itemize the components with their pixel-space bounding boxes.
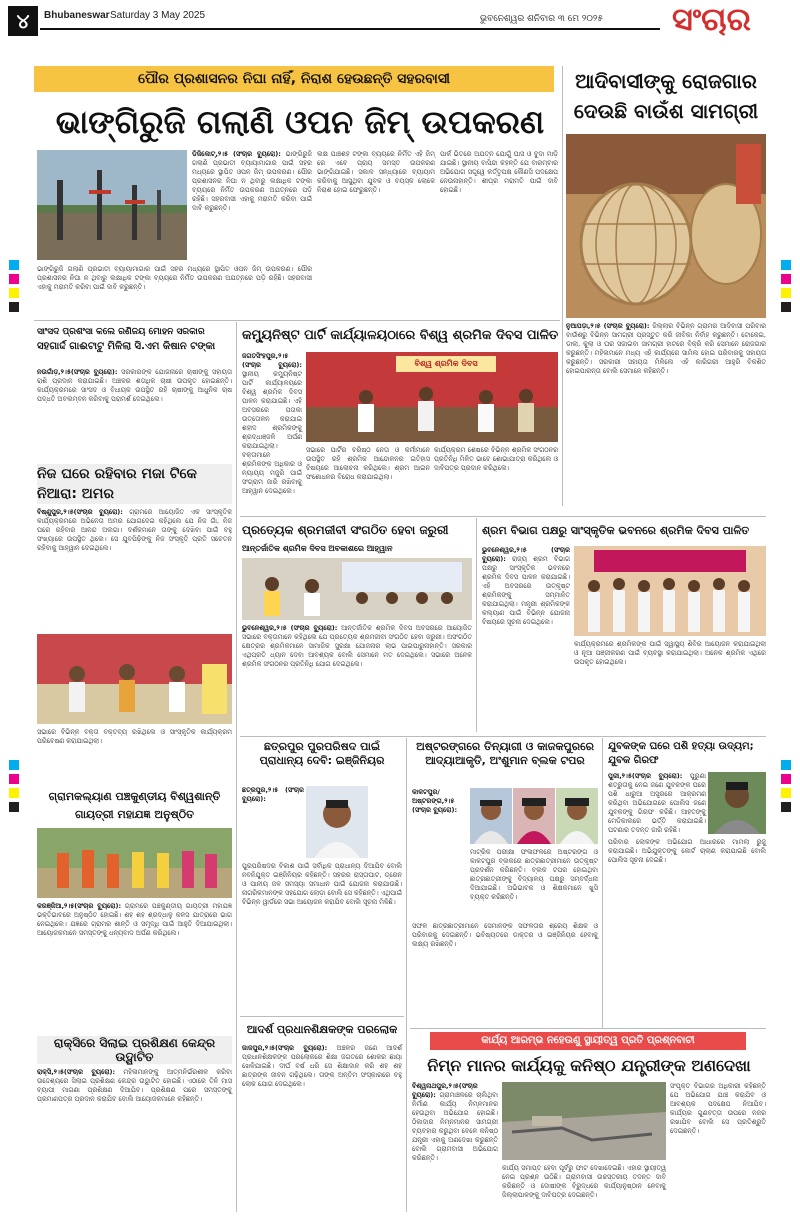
shrama-headline: ଶ୍ରମ ବିଭାଗ ପକ୍ଷରୁ ସାଂସ୍କୃତିକ ଭବନରେ ଶ୍ରମିକ ଦିବସ ପାଳିତ bbox=[482, 524, 750, 537]
yuvak-headline: ଯୁବକଙ୍କ ଘରେ ପଶି ହତ୍ୟା ଉଦ୍ୟମ; ଯୁବକ ଗିରଫ bbox=[608, 741, 754, 766]
nimna-kicker: କାର୍ଯ୍ୟ ଆରମ୍ଭ ନହେଉଣୁ ସ୍ଥାୟୀତ୍ୱ ପ୍ରତି ପ୍ରଶ୍ନବାଚୀ bbox=[430, 1032, 746, 1050]
communist-dateline: ଜଗତସିଂହପୁର,୨।୫ (ସଂଚାର ବ୍ୟୁରୋ): bbox=[242, 352, 302, 369]
nimna-body3: ସଂପୃକ୍ତ ବିଭାଗର ଅଧିକାରୀ କହିଛନ୍ତି ଯେ ଅଭିଯୋଗ ଯାଞ୍ଚ କରାଯିବ ଓ ଆବଶ୍ୟକ ପଦକ୍ଷେପ ନିଆଯିବ। କାର୍ଯ୍ୟର ଗୁଣବତ୍ତା ଉପରେ ନଜର ରଖାଯିବ ବୋଲି ସେ ପ୍ରତିଶ୍ରୁତି ଦେଇଛନ୍ତି। bbox=[670, 1082, 766, 1135]
gayatri-headline: ଗ୍ରାମକଲ୍ୟାଣ ପଞ୍ଚକୁଣ୍ଡୀୟ ବିଶ୍ୱଶାନ୍ତି ଗାୟତ୍ରୀ ମହାଯଜ୍ଞ ଅନୁଷ୍ଠିତ bbox=[48, 790, 221, 821]
nija-text bbox=[37, 508, 232, 630]
shaheed-kicker: ସାଂସଦ ପ୍ରଶଂସା କଲେ ରଣିଜୟ ମୋହନ ସରକାର bbox=[37, 327, 205, 337]
adivasi-dateline: ନୁଆପଡ଼ା,୨।୫ (ସଂଚାର ବ୍ୟୁରୋ): bbox=[566, 322, 650, 330]
lead-col3: ପାର୍କ ଭିତରେ ଅଯତ୍ନ ଯୋଗୁଁ ଘାସ ଓ ବୁଦା ମାଡ଼ି ଯାଇଛି। ସ୍ଥାନୀୟ ବାସିନ୍ଦା କହନ୍ତି ଯେ ବାରମ୍ବାର ଅଭିଯୋଗ ସତ୍ତ୍ୱେ କର୍ତ୍ତୃପକ୍ଷ କୌଣସି ପଦକ୍ଷେପ ନେଉନାହାନ୍ତି। ଶୀଘ୍ର ମରାମତି ପାଇଁ ଦାବି ହୋଇଛି। bbox=[440, 150, 558, 194]
lead-dateline: ଡିଜିକୋଟ୍‌,୨।୫ (ସଂଚାର ବ୍ୟୁରୋ): bbox=[192, 150, 281, 158]
adarsha-text bbox=[242, 1044, 402, 1204]
nimna-dateline: ବିଶ୍ୱନାଥପୁର,୨।୫(ସଂଚାର ବ୍ୟୁରୋ): bbox=[412, 1082, 478, 1099]
right-margin-registration bbox=[774, 60, 798, 1220]
gayatri-dateline: କରଞ୍ଜିଆ,୨।୫(ସଂଚାର ବ୍ୟୁରୋ): bbox=[37, 902, 122, 910]
bamboo-baskets-photo bbox=[566, 134, 766, 318]
shrama-dateline: ଭୁବନେଶ୍ୱର,୨।୫ (ସଂଚାର ବ୍ୟୁରୋ): bbox=[482, 546, 570, 563]
rakhi-body: ମହିଳାମାନଙ୍କୁ ଆତ୍ମନିର୍ଭରଶୀଳ କରିବା ଉଦ୍ଦେଶ୍ୟରେ ସିଲାଇ ପ୍ରଶିକ୍ଷଣ କେନ୍ଦ୍ର ଉଦ୍ଘାଟିତ ହୋଇଛି। ଏଠାରେ ତିନି ମାସ ବ୍ୟାପୀ ମାଗଣା ପ୍ରଶିକ୍ଷଣ ଦିଆଯିବ। ପ୍ରଶିକ୍ଷଣ ପରେ ସମସ୍ତଙ୍କୁ ପ୍ରମାଣପତ୍ର ପ୍ରଦାନ କରାଯିବ ବୋଲି ଆୟୋଜକମାନେ କହିଛନ୍ତି। bbox=[37, 1068, 233, 1103]
lead-kicker: ପୌର ପ୍ରଶାସନର ନିଘା ନାହିଁ, ନିରାଶ ହେଉଛନ୍ତି ସହରବାସୀ bbox=[34, 66, 554, 92]
chhatra-headline: ଛତ୍ରପୁର ପୁରପରିଷଦ ପାଇଁ ପ୍ରାଧାନ୍ୟ ଦେବି: ଇଞ୍ଜିନିୟର bbox=[259, 740, 385, 767]
pratyek-headline: ପ୍ରତ୍ୟେକ ଶ୍ରମଜୀବୀ ସଂଗଠିତ ହେବା ଜରୁରୀ bbox=[242, 523, 449, 537]
ashtaranga-text bbox=[412, 788, 468, 918]
adarsha-headline: ଆଦର୍ଶ ପ୍ରଧାନଶିକ୍ଷକଙ୍କ ପରଲୋକ bbox=[246, 1023, 398, 1036]
lead-col2: ଲକ୍ଷ ପାଞ୍ଚଶହ ଟଙ୍କା ବ୍ୟୟରେ ନିର୍ମିତ ଏହି ଜିମ୍ ରେ ଏବେ ପ୍ରାୟ ସମସ୍ତ ଉପକରଣ ଭାଙ୍ଗିଯାଇଛି। ସକାଳ ସନ୍ଧ୍ୟାରେ ବ୍ୟାୟାମ କରିବାକୁ ଆସୁଥିବା ଯୁବକ ଓ ବୟସ୍କ ଲୋକେ ନିରାଶ ହୋଇ ଫେରୁଛନ୍ତି। bbox=[317, 150, 435, 194]
yuvak-body: ପୁରୁଣା ଶତ୍ରୁତାକୁ ନେଇ ଜଣେ ଯୁବକଙ୍କ ଘରେ ପଶି ଧାରୁଆ ଅସ୍ତ୍ରରେ ଆକ୍ରମଣ କରିଥିବା ଅଭିଯୋଗରେ ପୋଲିସ ଜଣେ ଯୁବକଙ୍କୁ ଗିରଫ କରିଛି। ଆହତଙ୍କୁ ମେଡିକାଲରେ ଭର୍ତ୍ତି କରାଯାଇଛି। ଘଟଣାର ତଦନ୍ତ ଜାରି ରହିଛି। bbox=[608, 772, 706, 834]
open-gym-photo bbox=[37, 150, 187, 260]
shaheed-body: ସରକାରଙ୍କ ଯୋଜନାରେ ଚାଷୀଙ୍କୁ ସହାୟତା ରାଶି ପ୍ରଦାନ କରାଯାଇଛି। ଅଞ୍ଚଳର ଶତାଧିକ ଚାଷୀ ଉପକୃତ ହୋଇଛନ୍ତି। କାର୍ଯ୍ୟକ୍ରମରେ ସାଂସଦ ଓ ବିଧାୟକ ଉପସ୍ଥିତ ରହି ଚାଷୀଙ୍କୁ ଆଧୁନିକ ଚାଷ ପଦ୍ଧତି ଅବଲମ୍ବନ କରିବାକୁ ପରାମର୍ଶ ଦେଇଥିଲେ। bbox=[37, 368, 232, 403]
rakhi-headline: ରାକ୍ସିରେ ସିଲାଇ ପ୍ରଶିକ୍ଷଣ କେନ୍ଦ୍ର ଉଦ୍ଘାଟିତ bbox=[37, 1036, 232, 1064]
date-label: Saturday 3 May 2025 bbox=[110, 10, 206, 21]
yuvak-body2: ପରିବାର ଲୋକଙ୍କ ଅଭିଯୋଗ ଆଧାରରେ ମାମଲା ରୁଜୁ କରାଯାଇଛି। ଅଭିଯୁକ୍ତଙ୍କୁ କୋର୍ଟ ଚାଲାଣ କରାଯାଇଛି ବୋଲି ପୋଲିସ ସୂଚନା ଦେଇଛି। bbox=[608, 838, 766, 864]
rakhi-dateline: ରାକ୍ସି,୨।୫(ସଂଚାର ବ୍ୟୁରୋ): bbox=[37, 1068, 116, 1076]
nija-body: ଗ୍ରାମରେ ଆୟୋଜିତ ଏକ ସାଂସ୍କୃତିକ କାର୍ଯ୍ୟକ୍ରମରେ ଅଭିନେତା ଅମର ଯୋଗଦେଇ କହିଥିଲେ ଯେ ନିଜ ଗାଁ, ନିଜ ଘରେ ରହିବାର ଆନନ୍ଦ ଅଲଗା। ଦର୍ଶକମାନେ ତାଙ୍କୁ ଦେଖିବା ପାଇଁ ବହୁ ସଂଖ୍ୟାରେ ଉପସ୍ଥିତ ଥିଲେ। ସେ ଯୁବପିଢ଼ିଙ୍କୁ ନିଜ ସଂସ୍କୃତି ପ୍ରତି ସଚେତନ ରହିବାକୁ ଆହ୍ୱାନ ଦେଇଥିଲେ। bbox=[37, 508, 232, 552]
yuvak-dateline: ପୁରୀ,୨।୫(ସଂଚାର ବ୍ୟୁରୋ): bbox=[608, 772, 683, 780]
communist-body: ସ୍ଥାନୀୟ କମ୍ୟୁନିଷ୍ଟ ପାର୍ଟି କାର୍ଯ୍ୟାଳୟରେ ବିଶ୍ୱ ଶ୍ରମିକ ଦିବସ ପାଳନ କରାଯାଇଛି। ଏହି ଅବସରରେ ପତାକା ଉତ୍ତୋଳନ କରାଯାଇ ଶହୀଦ ଶ୍ରମିକଙ୍କୁ ଶ୍ରଦ୍ଧାଞ୍ଜଳି ଅର୍ପଣ କରାଯାଇଥିଲା। ବକ୍ତାମାନେ ଶ୍ରମିକଙ୍କ ଅଧିକାର ଓ ନ୍ୟାୟ୍ୟ ମଜୁରି ପାଇଁ ସଂଗ୍ରାମ ଜାରି ରଖିବାକୁ ଆହ୍ୱାନ ଦେଇଥିଲେ। bbox=[242, 370, 302, 495]
ashtaranga-headline: ଅଷ୍ଟରଙ୍ଗରେ ତିନ୍ୟାଗୀ ଓ କାଜକପୁରରେ ଆଦ୍ୟାଆକୃତି, ଅଂଶୁମାନ ବ୍ଲକ ଟପର bbox=[416, 740, 594, 767]
engineer-portrait bbox=[306, 786, 368, 858]
communist-text2: ସଭାରେ ପାର୍ଟିର ବରିଷ୍ଠ ନେତା ଓ କର୍ମୀମାନେ ଉପସ୍ଥିତ ରହି ଶ୍ରମିକ ଆନ୍ଦୋଳନର ଇତିହାସ ବିଷୟରେ ଆଲୋଚନା କରିଥିଲେ। ଶ୍ରମ ଆଇନ ସଂଶୋଧନର ବିରୋଧ କରାଯାଇଥିଲା। bbox=[306, 446, 430, 481]
nija-dateline: ବିଷ୍ଣୁପୁର,୨।୫(ସଂଚାର ବ୍ୟୁରୋ): bbox=[37, 508, 123, 516]
nimna-text bbox=[412, 1082, 498, 1206]
lead-headline: ଭାଙ୍ଗିରୁଜି ଗଲାଣି ଓପନ ଜିମ୍ ଉପକରଣ bbox=[55, 103, 545, 141]
ashtaranga-dateline: କାକଟପୁର/ଅଷ୍ଟରଙ୍ଗ,୨।୫ (ସଂଚାର ବ୍ୟୁରୋ): bbox=[412, 788, 458, 814]
nimna-body: ଗ୍ରାମାଞ୍ଚଳରେ ଚାଲିଥିବା ନିର୍ମାଣ କାର୍ଯ୍ୟ ନିମ୍ନମାନର ହେଉଥିବା ଅଭିଯୋଗ ହୋଇଛି। ଠିକାଦାର ନିମ୍ନମାନର ସାମଗ୍ରୀ ବ୍ୟବହାର କରୁଥିବା ବେଳେ କନିଷ୍ଠ ଯନ୍ତ୍ରୀ ଏହାକୁ ଅଣଦେଖା କରୁଛନ୍ତି ବୋଲି ଗ୍ରାମବାସୀ ଅଭିଯୋଗ କରିଛନ୍ତି। bbox=[412, 1091, 498, 1162]
shaheed-headline: ସହଗାର୍ଦ୍ଦ ଗାଈଟାଟୁ ମିଳିଲା ସି.ଏମ କିଷାନ ଟଙ୍କା bbox=[37, 341, 216, 352]
nija-headline: ନିଜ ଘରେ ରହିବାର ମଜା ଟିକେ ନିଆରା: ଅମର bbox=[37, 464, 232, 504]
nimna-body2: କାର୍ଯ୍ୟ ସମାପ୍ତ ହେବା ପୂର୍ବରୁ ଫାଟ ଦେଖାଦେଇଛି। ଏହାର ସ୍ଥାୟୀତ୍ୱ ନେଇ ପ୍ରଶ୍ନ ଉଠିଛି। ଗ୍ରାମବାସୀ ଉଚ୍ଚସ୍ତରୀୟ ତଦନ୍ତ ଦାବି କରିଛନ୍ତି ଓ ଦୋଷୀଙ୍କ ବିରୁଦ୍ଧରେ କାର୍ଯ୍ୟାନୁଷ୍ଠାନ ନେବାକୁ ଜିଲ୍ଲାପାଳଙ୍କୁ ଦାବିପତ୍ର ଦେଇଛନ୍ତି। bbox=[502, 1164, 666, 1199]
pratyek-kicker: ଆନ୍ତର୍ଜାତିକ ଶ୍ରମିକ ଦିବସ ଅବକାଶରେ ଆହ୍ୱାନ bbox=[242, 544, 393, 553]
pratyek-photo bbox=[242, 558, 472, 620]
gayatri-body: ଗ୍ରାମରେ ପଞ୍ଚକୁଣ୍ଡୀୟ ଗାୟତ୍ରୀ ମହାଯଜ୍ଞ ଭକ୍ତିଭାବରେ ଅନୁଷ୍ଠିତ ହୋଇଛି। ଶହ ଶହ ଶ୍ରଦ୍ଧାଳୁ କଳସ ଯାତ୍ରାରେ ଭାଗ ନେଇଥିଲେ। ଯଜ୍ଞରେ ଗ୍ରାମର ଶାନ୍ତି ଓ ସମୃଦ୍ଧି ପାଇଁ ଆହୁତି ଦିଆଯାଇଥିଲା। ଆୟୋଜକମାନେ ସମସ୍ତଙ୍କୁ ଧନ୍ୟବାଦ ଅର୍ପଣ କରିଥିଲେ। bbox=[37, 902, 232, 937]
adarsha-body: ଅଞ୍ଚଳର ଜଣେ ଆଦର୍ଶ ପ୍ରଧାନଶିକ୍ଷକଙ୍କ ପରଲୋକରେ ଶିକ୍ଷା ଜଗତରେ ଶୋକର ଛାୟା ଖେଳିଯାଇଛି। ଦୀର୍ଘ ବର୍ଷ ଧରି ସେ ଶିକ୍ଷାଦାନ କରି ଶହ ଶହ ଛାତ୍ରଙ୍କ ଜୀବନ ଗଢ଼ିଥିଲେ। ତାଙ୍କ ଅନ୍ତିମ ସଂସ୍କାରରେ ବହୁ ଲୋକ ଯୋଗ ଦେଇଥିଲେ। bbox=[242, 1044, 402, 1088]
nimna-headline: ନିମ୍ନ ମାନର କାର୍ଯ୍ୟକୁ କନିଷ୍ଠ ଯନ୍ତ୍ରୀଙ୍କ ଅଣଦେଖା bbox=[427, 1056, 751, 1075]
construction-photo bbox=[502, 1082, 666, 1160]
topper-photos bbox=[470, 788, 598, 844]
yuvak-text bbox=[608, 772, 706, 834]
shaheed-dateline: ନଉଗାଁଡ଼,୨।୫(ସଂଚାର ବ୍ୟୁରୋ): bbox=[37, 368, 118, 376]
gayatri-text bbox=[37, 902, 232, 1032]
ashtaranga-body: ମାଟ୍ରିକ ପରୀକ୍ଷା ଫଳାଫଳରେ ଅଷ୍ଟରଙ୍ଗ ଓ କାକଟପୁର ବ୍ଲକରେ ଛାତ୍ରଛାତ୍ରୀମାନେ ଉତ୍କୃଷ୍ଟ ପ୍ରଦର୍ଶନ କରିଛନ୍ତି। ବ୍ଲକ ଟପର ହୋଇଥିବା ଛାତ୍ରଛାତ୍ରୀଙ୍କୁ ବିଦ୍ୟାଳୟ ପକ୍ଷରୁ ସମ୍ବର୍ଦ୍ଧନା ଦିଆଯାଇଛି। ଅଭିଭାବକ ଓ ଶିକ୍ଷକମାନେ ଖୁସି ବ୍ୟକ୍ତ କରିଛନ୍ତି। bbox=[470, 848, 598, 901]
newspaper-logo: ସଂଚାର bbox=[672, 0, 751, 38]
lead-col1-text bbox=[192, 150, 312, 260]
lead-col1-cont: ଭାଙ୍ଗିରୁଜି ଗଲାଣି ପ୍ରଭାତୀ ବ୍ୟାୟାମାଗାର ପାଇଁ ସହର ମଧ୍ୟରେ ସ୍ଥାପିତ ଓପନ ଜିମ୍ ଉପକରଣ। ପୌର ପ୍ରଶାସନର ନିଘା ନ ଥିବାରୁ ଲକ୍ଷାଧିକ ଟଙ୍କା ବ୍ୟୟରେ ନିର୍ମିତ ଉପକରଣ ଅଯତ୍ନରେ ପଡ଼ି ରହିଛି। ସହରବାସୀ ଏହାକୁ ମରାମତି କରିବା ପାଇଁ ଦାବି କରୁଛନ୍ତି। bbox=[37, 265, 312, 291]
communist-text3: କାର୍ଯ୍ୟକ୍ରମ ଶେଷରେ ବିଭିନ୍ନ ଶ୍ରମିକ ସଂଗଠନର ପ୍ରତିନିଧି ମିଳିତ ଭାବେ ଶୋଭାଯାତ୍ରା କରିଥିଲେ ଓ ଦାବିପତ୍ର ପ୍ରଦାନ କରିଥିଲେ। bbox=[434, 446, 558, 472]
pratyek-body: ଆନ୍ତର୍ଜାତିକ ଶ୍ରମିକ ଦିବସ ଅବସରରେ ଆୟୋଜିତ ସଭାରେ ବକ୍ତାମାନେ କହିଥିଲେ ଯେ ପ୍ରତ୍ୟେକ ଶ୍ରମଜୀବୀ ସଂଗଠିତ ହେବା ଜରୁରୀ। ଅସଂଗଠିତ କ୍ଷେତ୍ରର ଶ୍ରମିକମାନେ ସାମାଜିକ ସୁରକ୍ଷା ଯୋଜନାର ଲାଭ ପାଇପାରୁନାହାନ୍ତି। ସରକାର ଏଥିପ୍ରତି ଧ୍ୟାନ ଦେବା ଆବଶ୍ୟକ ବୋଲି ସେମାନେ ମତ ଦେଇଥିଲେ। ସଭାରେ ଅନେକ ଶ୍ରମିକ ସଂଗଠନର ପ୍ରତିନିଧି ଯୋଗ ଦେଇଥିଲେ। bbox=[242, 624, 472, 668]
communist-headline: କମ୍ୟୁନିଷ୍ଟ ପାର୍ଟି କାର୍ଯ୍ୟାଳୟଠାରେ ବିଶ୍ୱ ଶ୍ରମିକ ଦିବସ ପାଳିତ bbox=[242, 328, 559, 343]
ashtaranga-body2: ସଫଳ ଛାତ୍ରଛାତ୍ରୀମାନେ ସେମାନଙ୍କ ସଫଳତାର ଶ୍ରେୟ ଶିକ୍ଷକ ଓ ପରିବାରକୁ ଦେଇଛନ୍ତି। ଭବିଷ୍ୟତରେ ଡାକ୍ତର ଓ ଇଞ୍ଜିନିୟର ହେବାକୁ ଲକ୍ଷ୍ୟ ରଖିଛନ୍ତି। bbox=[412, 922, 598, 948]
adivasi-text bbox=[566, 322, 766, 502]
communist-text bbox=[242, 352, 302, 512]
adivasi-headline: ଆଦିବାସୀଙ୍କୁ ରୋଜଗାର ଦେଉଛି ବାଉଁଶ ସାମଗ୍ରୀ bbox=[573, 69, 759, 123]
gayatri-yajna-photo bbox=[37, 828, 232, 898]
rakhi-text bbox=[37, 1068, 232, 1204]
adivasi-body: ଜିଲ୍ଲାର ବିଭିନ୍ନ ଗ୍ରାମର ଆଦିବାସୀ ପରିବାର ବାଉଁଶରୁ ବିଭିନ୍ନ ସାମଗ୍ରୀ ପ୍ରସ୍ତୁତ କରି ଜୀବିକା ନିର୍ବାହ କରୁଛନ୍ତି। ଟୋକେଇ, ଡାଲା, କୁଲା ଓ ଘର ସଜାଇବା ସାମଗ୍ରୀ ହାଟରେ ବିକ୍ରି କରି ସେମାନେ ରୋଜଗାର କରୁଛନ୍ତି। ମହିଳାମାନେ ମଧ୍ୟ ଏହି କାର୍ଯ୍ୟରେ ସାମିଲ ହୋଇ ପରିବାରକୁ ସହାୟତା କରୁଛନ୍ତି। ସରକାରୀ ସହାୟତା ମିଳିଲେ ଏହି କାରିଗରୀ ଆହୁରି ବିକଶିତ ହୋଇପାରନ୍ତା ବୋଲି ସେମାନେ କହିଛନ୍ତି। bbox=[566, 322, 766, 375]
shaheed-text bbox=[37, 368, 232, 458]
communist-banner: ବିଶ୍ୱ ଶ୍ରମିକ ଦିବସ bbox=[414, 359, 478, 368]
communist-meeting-photo bbox=[306, 352, 558, 442]
accused-photo bbox=[708, 772, 766, 834]
date-odia: ଭୁବନେଶ୍ୱର ଶନିବାର ୩ ମେ ୨୦୨୫ bbox=[480, 14, 604, 24]
nija-event-photo bbox=[37, 634, 232, 724]
city-label: Bhubaneswar bbox=[44, 10, 110, 21]
page-number: ୪ bbox=[8, 6, 38, 36]
pratyek-text bbox=[242, 624, 472, 728]
shrama-event-photo bbox=[574, 546, 766, 636]
chhatra-body: ପୁରପରିଷଦର ବିକାଶ ପାଇଁ ସର୍ବାଧିକ ପ୍ରାଧାନ୍ୟ ଦିଆଯିବ ବୋଲି ନବନିଯୁକ୍ତ ଇଞ୍ଜିନିୟର କହିଛନ୍ତି। ସହରର ରାସ୍ତାଘାଟ, ଡ୍ରେନ ଓ ପାନୀୟ ଜଳ ସମସ୍ୟା ସମାଧାନ ପାଇଁ ଯୋଜନା କରାଯାଉଛି। ନାଗରିକମାନଙ୍କ ସହଯୋଗ ଲୋଡ଼ା ବୋଲି ସେ କହିଛନ୍ତି। ଏଥିପାଇଁ ବିଭିନ୍ନ ୱାର୍ଡରେ ସଭା ଆୟୋଜନ କରାଯିବ ବୋଲି ସୂଚନା ମିଳିଛି। bbox=[242, 862, 402, 906]
left-margin-registration bbox=[2, 60, 26, 1220]
masthead bbox=[0, 0, 800, 60]
chhatra-dateline: ଛତ୍ରପୁର,୨।୫ (ସଂଚାର ବ୍ୟୁରୋ): bbox=[242, 786, 304, 803]
adarsha-dateline: ଜାଜପୁର,୨।୫(ସଂଚାର ବ୍ୟୁରୋ): bbox=[242, 1044, 328, 1052]
lead-col1-body: ଭାଙ୍ଗିରୁଜି ଗଲାଣି ପ୍ରଭାତୀ ବ୍ୟାୟାମାଗାର ପାଇଁ ସହର ମଧ୍ୟରେ ସ୍ଥାପିତ ଓପନ ଜିମ୍ ଉପକରଣ। ପୌର ପ୍ରଶାସନର ନିଘା ନ ଥିବାରୁ ଲକ୍ଷାଧିକ ଟଙ୍କା ବ୍ୟୟରେ ନିର୍ମିତ ଉପକରଣ ଅଯତ୍ନରେ ପଡ଼ି ରହିଛି। ସହରବାସୀ ଏହାକୁ ମରାମତି କରିବା ପାଇଁ ଦାବି କରୁଛନ୍ତି। bbox=[192, 150, 312, 212]
shrama-text2: କାର୍ଯ୍ୟକ୍ରମରେ ଶ୍ରମିକଙ୍କ ପାଇଁ ସ୍ୱାସ୍ଥ୍ୟ ଶିବିର ଆୟୋଜନ କରାଯାଇଥିଲା ଓ ନୂଆ ପଞ୍ଜୀକରଣ ପାଇଁ ବ୍ୟବସ୍ଥା କରାଯାଇଥିଲା। ଅନେକ ଶ୍ରମିକ ଏଥିରେ ଉପକୃତ ହୋଇଥିଲେ। bbox=[574, 640, 766, 666]
nija-text2: ସଭାରେ ବିଭିନ୍ନ ବକ୍ତା ବକ୍ତବ୍ୟ ରଖିଥିଲେ ଓ ସାଂସ୍କୃତିକ କାର୍ଯ୍ୟକ୍ରମ ପରିବେଷଣ କରାଯାଇଥିଲା। bbox=[37, 728, 232, 745]
pratyek-dateline: ଭୁବନେଶ୍ୱର,୨।୫ (ସଂଚାର ବ୍ୟୁରୋ): bbox=[242, 624, 338, 632]
shrama-text bbox=[482, 546, 570, 732]
shrama-body: ରାଜ୍ୟ ଶ୍ରମ ବିଭାଗ ପକ୍ଷରୁ ସାଂସ୍କୃତିକ ଭବନରେ ଶ୍ରମିକ ଦିବସ ପାଳନ କରାଯାଇଛି। ଏହି ଅବସରରେ ଉତ୍କୃଷ୍ଟ ଶ୍ରମିକଙ୍କୁ ସମ୍ମାନିତ କରାଯାଇଥିଲା। ମନ୍ତ୍ରୀ ଶ୍ରମିକଙ୍କ କଲ୍ୟାଣ ପାଇଁ ବିଭିନ୍ନ ଯୋଜନା ବିଷୟରେ ସୂଚନା ଦେଇଥିଲେ। bbox=[482, 555, 570, 626]
